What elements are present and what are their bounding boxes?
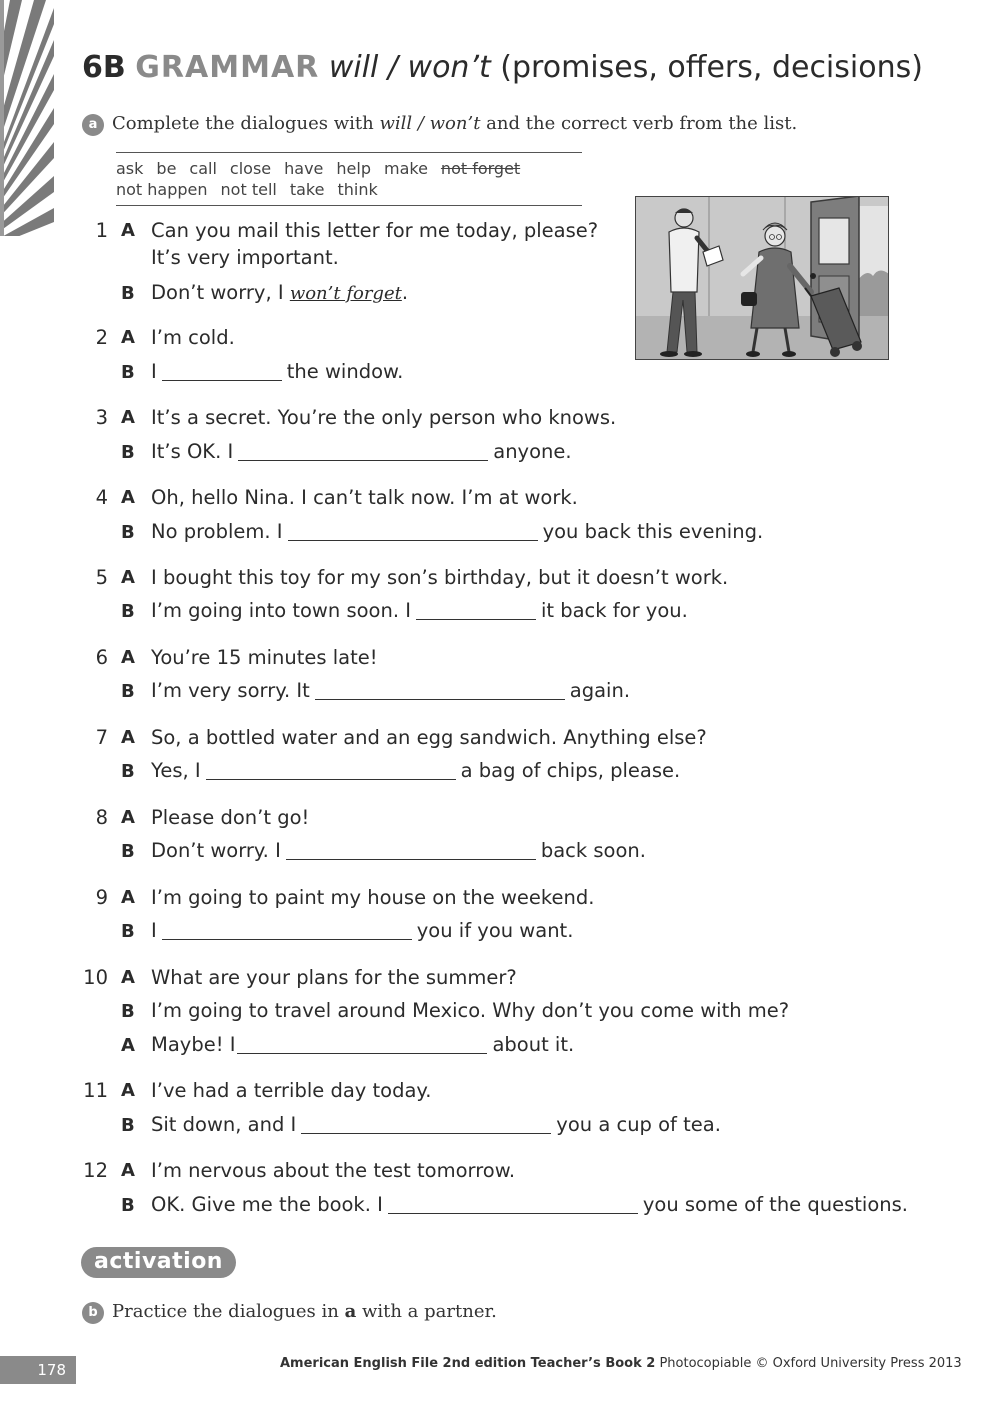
answer-blank[interactable] (315, 681, 565, 700)
speaker-label: A (121, 807, 135, 828)
dialogue-line-gap (151, 759, 680, 782)
answer-blank[interactable] (301, 1115, 551, 1134)
dialogue-number: 11 (83, 1079, 108, 1102)
speaker-label: B (121, 442, 135, 463)
instruction-em: will / won’t (379, 113, 481, 134)
line-pre: I (151, 360, 157, 383)
page-title (82, 50, 923, 85)
example-answer: won’t forget (289, 283, 402, 304)
word-list-row-2 (116, 180, 391, 199)
word: ask (116, 159, 144, 178)
dialogue-number: 12 (83, 1159, 108, 1182)
speaker-label: B (121, 1115, 135, 1136)
speaker-label: A (121, 487, 135, 508)
speaker-label: A (121, 220, 135, 241)
line-pre: I (151, 919, 157, 942)
instruction-bold: a (344, 1301, 357, 1322)
dialogue-number: 10 (83, 966, 108, 989)
title-code: 6B (82, 50, 126, 85)
word: help (336, 159, 371, 178)
dialogue-line: It’s very important. (151, 246, 339, 269)
dialogue-line: I’m going to paint my house on the weekend. (151, 886, 595, 909)
speaker-label: A (121, 567, 135, 588)
title-topic: (promises, offers, decisions) (500, 50, 923, 85)
line-post: the window. (286, 360, 404, 383)
dialogue-line: I’m nervous about the test tomorrow. (151, 1159, 516, 1182)
speaker-label: A (121, 967, 135, 988)
line-pre: No problem. I (151, 520, 283, 543)
dialogue-line-gap (151, 919, 573, 942)
line-post: you some of the questions. (642, 1193, 908, 1216)
word: not tell (220, 180, 277, 199)
line-pre: I’m going into town soon. I (151, 599, 411, 622)
word-list-row-1 (116, 159, 533, 178)
dialogue-number: 7 (95, 726, 108, 749)
dialogue-line: You’re 15 minutes late! (151, 646, 378, 669)
word: call (189, 159, 217, 178)
line-post: back soon. (540, 839, 646, 862)
line-pre: I’m very sorry. It (151, 679, 310, 702)
line-post: anyone. (493, 440, 572, 463)
line-pre: OK. Give me the book. I (151, 1193, 383, 1216)
line-post: you back this evening. (542, 520, 764, 543)
footer-credit (280, 1356, 962, 1371)
speaker-label: B (121, 362, 135, 383)
dialogue-number: 2 (95, 326, 108, 349)
speaker-label: B (121, 681, 135, 702)
speaker-label: A (121, 1035, 135, 1056)
speaker-label: B (121, 841, 135, 862)
dialogue-number: 1 (95, 219, 108, 242)
dialogue-line: I’m going to travel around Mexico. Why don’t you come with me? (151, 999, 790, 1022)
exercise-b-instruction (82, 1301, 497, 1324)
word-list-box (116, 152, 582, 206)
speaker-label: B (121, 761, 135, 782)
activation-heading: activation (81, 1247, 236, 1278)
speaker-label: A (121, 1160, 135, 1181)
page-number: 178 (0, 1356, 76, 1384)
dialogue-line: I’m cold. (151, 326, 235, 349)
exercise-b-badge: b (82, 1302, 104, 1324)
word: take (289, 180, 325, 199)
footer-book-title: American English File 2nd edition Teacher’s Book 2 (280, 1356, 656, 1371)
word: not happen (116, 180, 208, 199)
exercise-a-badge: a (82, 114, 104, 136)
speaker-label: B (121, 601, 135, 622)
dialogue-number: 4 (95, 486, 108, 509)
answer-blank[interactable] (286, 841, 536, 860)
line-post: . (401, 281, 409, 304)
dialogue-line-gap (151, 520, 763, 543)
dialogue-line: Oh, hello Nina. I can’t talk now. I’m at work. (151, 486, 578, 509)
dialogue-line-gap (151, 839, 646, 862)
speaker-label: B (121, 522, 135, 543)
line-post: you if you want. (416, 919, 574, 942)
dialogue-line: I bought this toy for my son’s birthday, but it doesn’t work. (151, 566, 729, 589)
speaker-label: A (121, 1080, 135, 1101)
line-pre: Sit down, and I (151, 1113, 297, 1136)
answer-blank[interactable] (162, 362, 282, 381)
line-post: you a cup of tea. (556, 1113, 721, 1136)
speaker-label: A (121, 407, 135, 428)
speaker-label: A (121, 647, 135, 668)
word: be (156, 159, 177, 178)
dialogue-line: It’s a secret. You’re the only person who knows. (151, 406, 617, 429)
dialogue-line-gap (151, 1033, 574, 1056)
instruction-post: and the correct verb from the list. (480, 113, 798, 134)
corner-ray-decoration (0, 0, 54, 236)
speaker-label: A (121, 327, 135, 348)
line-post: about it. (492, 1033, 575, 1056)
word: make (383, 159, 428, 178)
line-post: a bag of chips, please. (460, 759, 681, 782)
dialogue-line-gap (151, 1193, 908, 1216)
instruction-pre: Practice the dialogues in (112, 1301, 345, 1322)
line-post: again. (569, 679, 631, 702)
dialogue-line: Can you mail this letter for me today, please? (151, 219, 599, 242)
answer-blank[interactable] (416, 601, 536, 620)
dialogue-line: So, a bottled water and an egg sandwich. Anything else? (151, 726, 707, 749)
word: have (284, 159, 324, 178)
dialogue-line-example (151, 281, 408, 304)
footer-copyright: Photocopiable © Oxford University Press 2013 (659, 1356, 962, 1371)
title-section: GRAMMAR (135, 50, 320, 85)
dialogue-line-gap (151, 599, 688, 622)
speaker-label: A (121, 887, 135, 908)
line-pre: Maybe! I (151, 1033, 236, 1056)
dialogue-line: I’ve had a terrible day today. (151, 1079, 432, 1102)
speaker-label: B (121, 921, 135, 942)
dialogue-line-gap (151, 679, 630, 702)
answer-blank[interactable] (162, 921, 412, 940)
dialogue-line-gap (151, 440, 572, 463)
dialogue-line: What are your plans for the summer? (151, 966, 517, 989)
word-crossed-out: not forget (440, 159, 521, 178)
dialogue-number: 6 (95, 646, 108, 669)
line-pre: Yes, I (151, 759, 201, 782)
line-pre: It’s OK. I (151, 440, 234, 463)
speaker-label: B (121, 1195, 135, 1216)
line-post: it back for you. (540, 599, 688, 622)
dialogue-number: 5 (95, 566, 108, 589)
dialogue-line-gap (151, 1113, 721, 1136)
word: think (337, 180, 378, 199)
answer-blank[interactable] (388, 1195, 638, 1214)
instruction-pre: Complete the dialogues with (112, 113, 380, 134)
line-pre: Don’t worry, I (151, 281, 290, 304)
dialogue-line: Please don’t go! (151, 806, 310, 829)
instruction-post: with a partner. (356, 1301, 497, 1322)
line-pre: Don’t worry. I (151, 839, 281, 862)
dialogue-line-gap (151, 360, 403, 383)
speaker-label: B (121, 1001, 135, 1022)
speaker-label: A (121, 727, 135, 748)
dialogue-number: 8 (95, 806, 108, 829)
dialogue-number: 3 (95, 406, 108, 429)
exercise-a-instruction (82, 113, 797, 136)
illustration (635, 196, 889, 360)
dialogue-number: 9 (95, 886, 108, 909)
answer-blank[interactable] (206, 761, 456, 780)
answer-blank[interactable] (237, 1035, 487, 1054)
answer-blank[interactable] (288, 522, 538, 541)
speaker-label: B (121, 283, 135, 304)
word: close (229, 159, 272, 178)
title-grammar: will / won’t (328, 50, 491, 85)
answer-blank[interactable] (238, 442, 488, 461)
